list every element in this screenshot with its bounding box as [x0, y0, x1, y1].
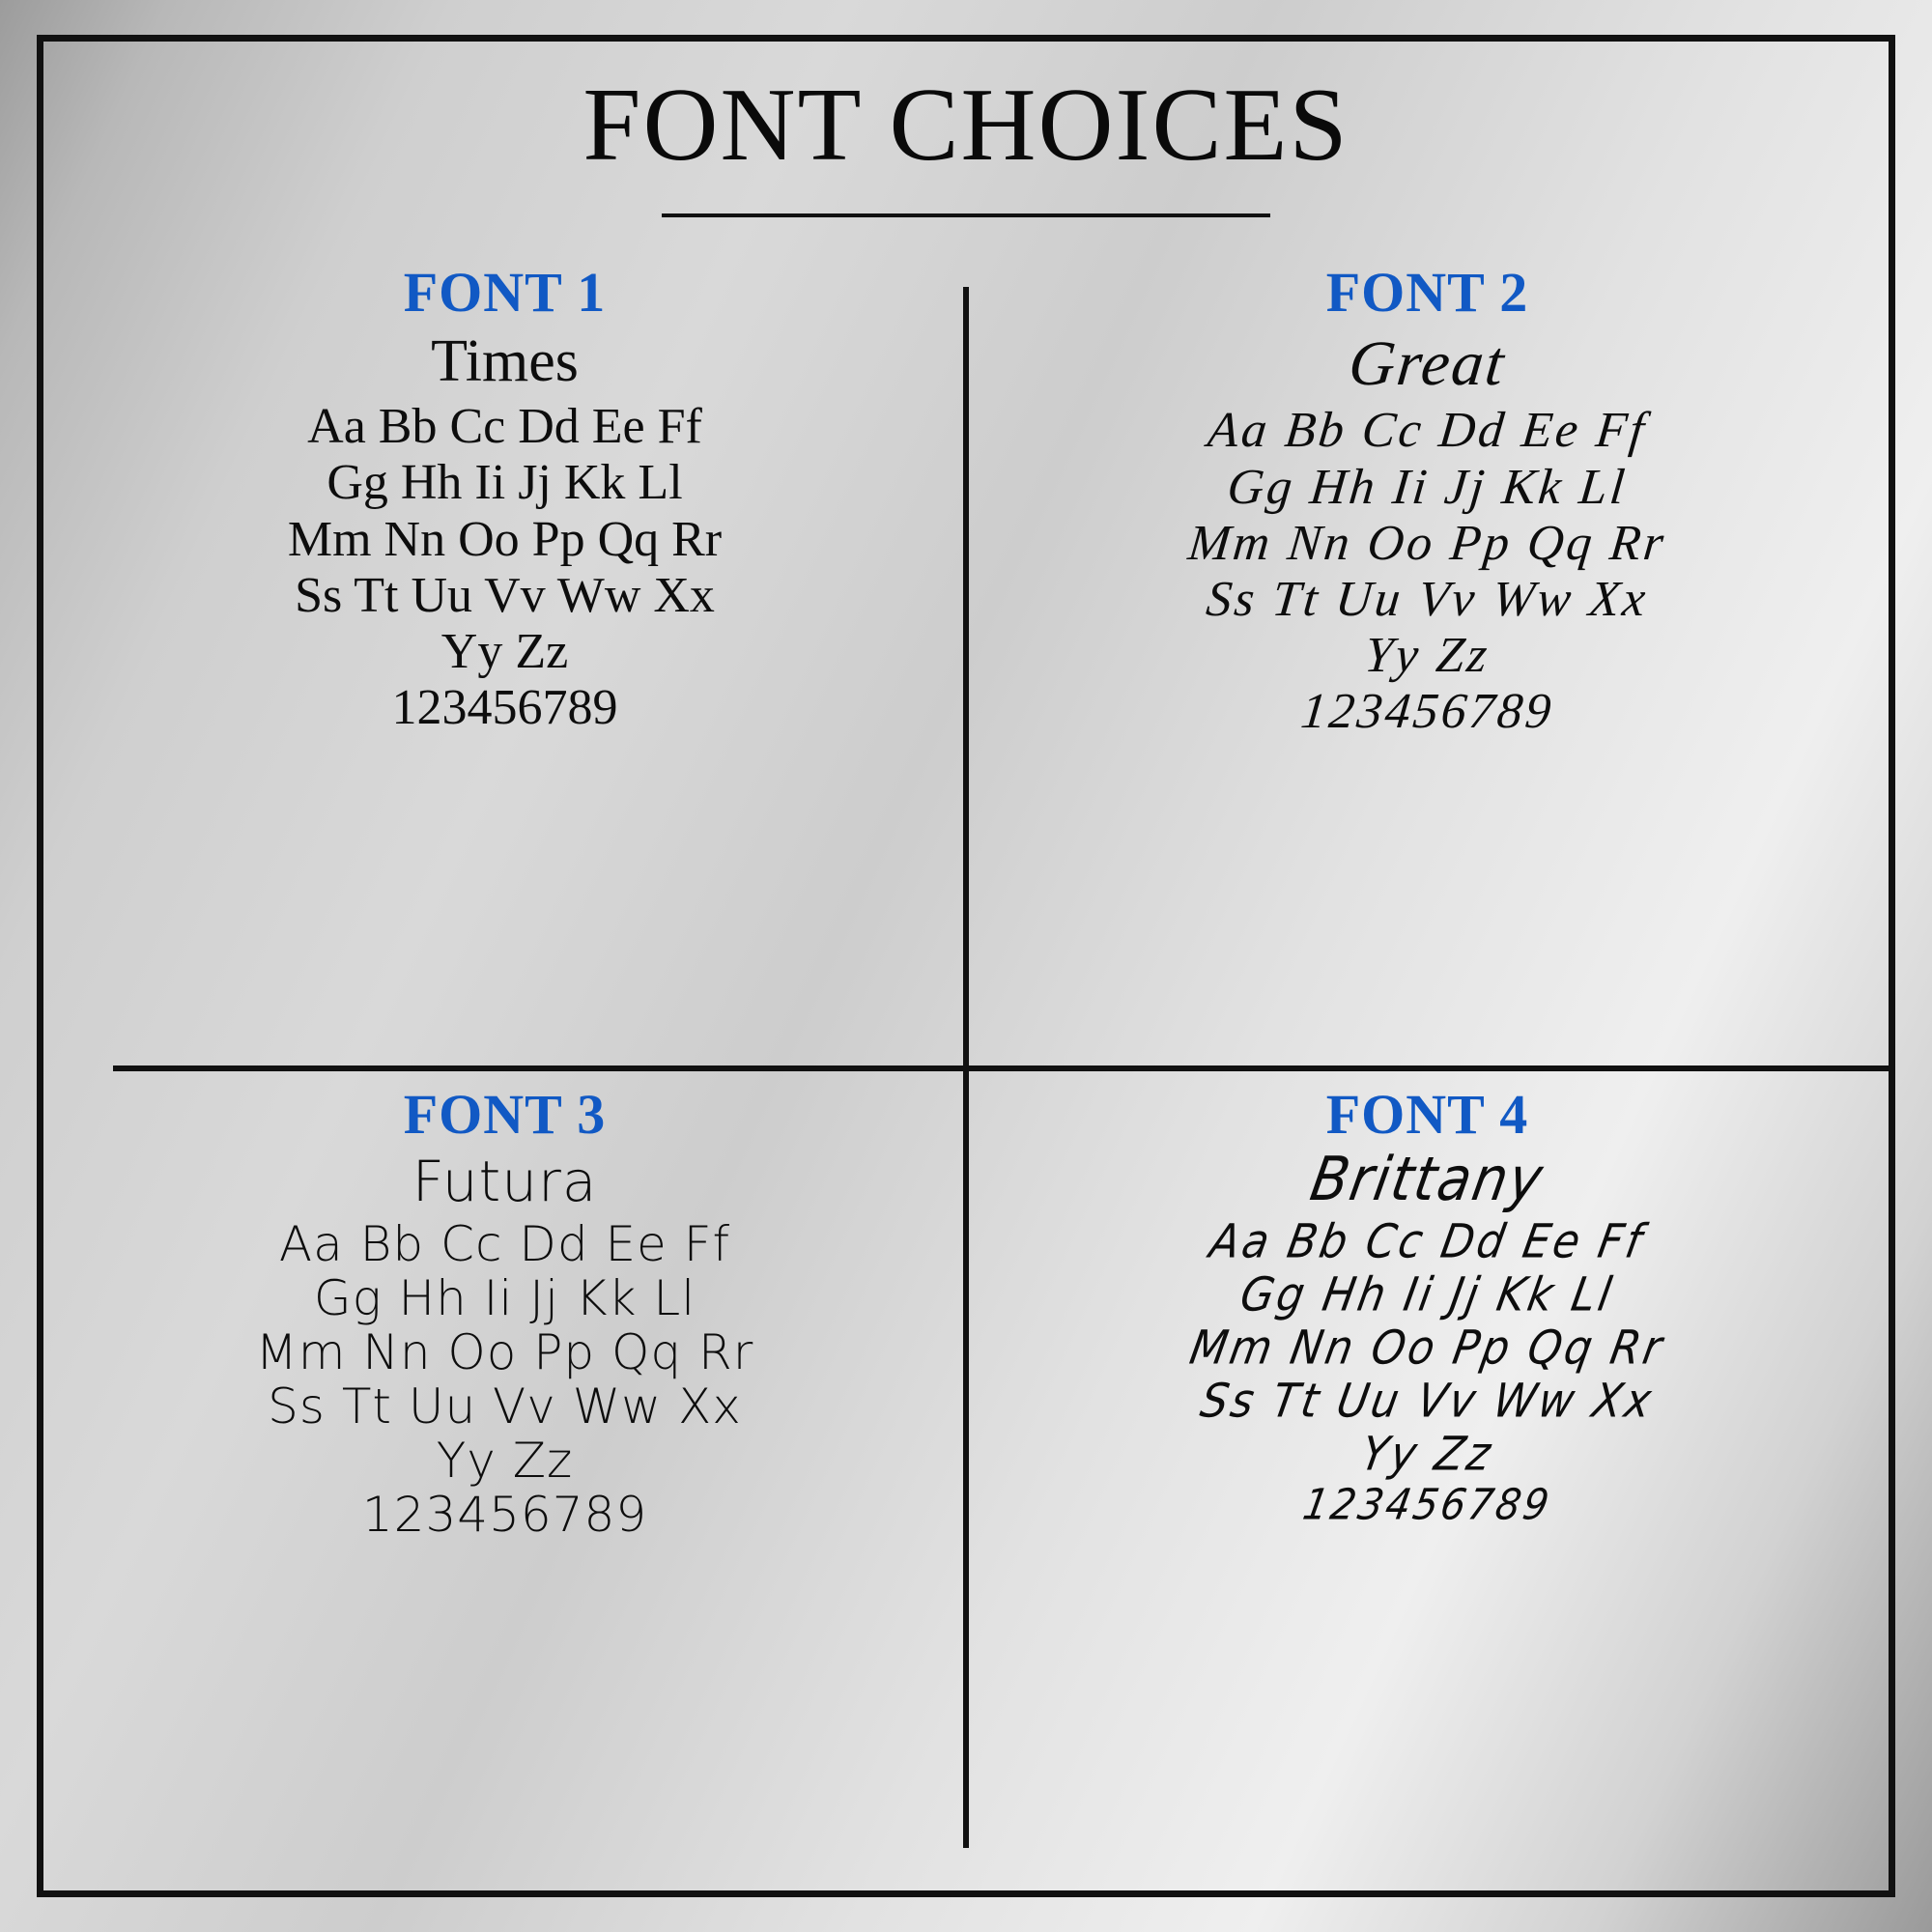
font-2-label: FONT 2	[1325, 261, 1529, 324]
font-sample-3	[43, 1068, 966, 1890]
font-2-line-5: Yy Zz	[1361, 628, 1493, 684]
font-1-label: FONT 1	[403, 261, 607, 324]
font-2-line-4: Ss Tt Uu Vv Ww Xx	[1204, 572, 1651, 627]
font-3-line-5: Yy Zz	[436, 1432, 574, 1489]
font-sample-2	[966, 246, 1889, 1068]
font-3-name: Futura	[412, 1149, 598, 1214]
font-4-line-4: Ss Tt Uu Vv Ww Xx	[1196, 1374, 1659, 1429]
title-underline-rule	[662, 213, 1270, 217]
font-3-line-4: Ss Tt Uu Vv Ww Xx	[268, 1378, 742, 1435]
font-3-line-2: Gg Hh Ii Jj Kk Ll	[313, 1269, 696, 1326]
font-sample-4	[966, 1068, 1889, 1890]
font-2-line-1: Aa Bb Cc Dd Ee Ff	[1205, 403, 1650, 459]
font-2-line-3: Mm Nn Oo Pp Qq Rr	[1185, 515, 1669, 571]
font-1-name: Times	[431, 328, 579, 394]
font-1-line-5: Yy Zz	[440, 624, 569, 680]
font-4-line-6: 123456789	[1299, 1480, 1555, 1530]
font-4-specimen	[991, 1215, 1863, 1529]
font-3-line-3: Mm Nn Oo Pp Qq Rr	[255, 1323, 754, 1380]
font-2-line-2: Gg Hh Ii Jj Kk Ll	[1224, 459, 1631, 515]
font-4-label: FONT 4	[1325, 1083, 1529, 1146]
font-2-line-6: 123456789	[1298, 684, 1557, 740]
font-3-line-6: 123456789	[361, 1486, 648, 1543]
font-3-label: FONT 3	[403, 1083, 607, 1146]
page-title: FONT CHOICES	[582, 68, 1350, 183]
font-3-line-1: Aa Bb Cc Dd Ee Ff	[278, 1215, 731, 1272]
font-1-line-1: Aa Bb Cc Dd Ee Ff	[307, 399, 702, 455]
font-1-line-2: Gg Hh Ii Jj Kk Ll	[327, 455, 683, 511]
poster-frame	[37, 35, 1895, 1897]
font-1-line-4: Ss Tt Uu Vv Ww Xx	[295, 567, 715, 623]
font-sample-grid	[43, 246, 1889, 1890]
font-2-specimen	[991, 403, 1863, 740]
font-2-name: Great	[1345, 328, 1510, 399]
font-4-name: Brittany	[1305, 1144, 1550, 1215]
font-4-line-1: Aa Bb Cc Dd Ee Ff	[1206, 1214, 1649, 1269]
font-sample-1	[43, 246, 966, 1068]
font-1-line-6: 123456789	[391, 680, 618, 736]
font-4-line-3: Mm Nn Oo Pp Qq Rr	[1185, 1321, 1669, 1376]
font-4-line-2: Gg Hh Ii Jj Kk Ll	[1236, 1267, 1619, 1322]
font-1-specimen	[69, 399, 941, 736]
font-1-line-3: Mm Nn Oo Pp Qq Rr	[287, 511, 723, 567]
font-4-line-5: Yy Zz	[1356, 1427, 1498, 1482]
font-3-specimen	[69, 1217, 941, 1542]
